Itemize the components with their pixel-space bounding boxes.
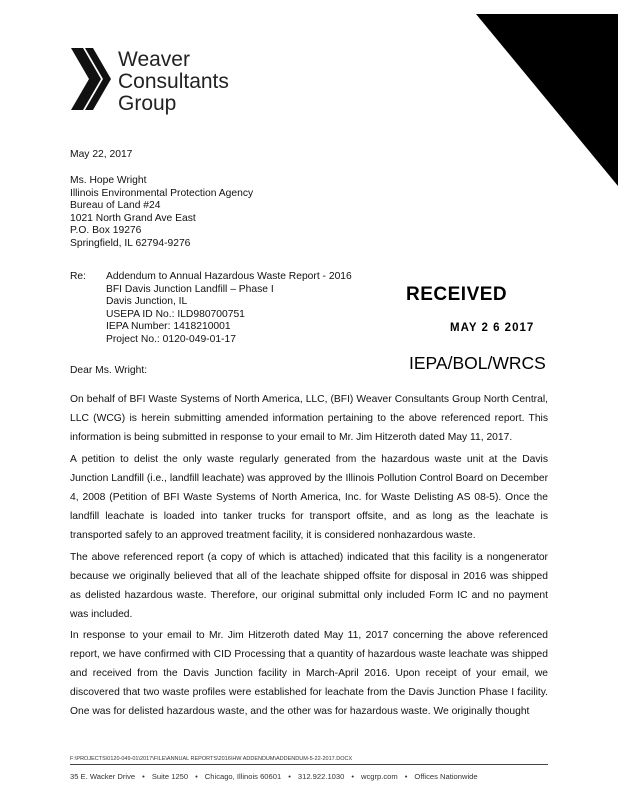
- letter-date: May 22, 2017: [70, 149, 133, 160]
- logo-line-group: Group: [118, 92, 177, 115]
- re-line: USEPA ID No.: ILD980700751: [106, 308, 245, 320]
- footer-bullet: •: [404, 772, 408, 781]
- footer-contact: [70, 772, 478, 781]
- footer-phone: 312.922.1030: [297, 772, 345, 781]
- recipient-line: Illinois Environmental Protection Agency: [70, 187, 254, 199]
- logo-line-weaver: Weaver: [118, 48, 190, 71]
- re-line: IEPA Number: 1418210001: [106, 321, 231, 333]
- footer-website: wcgrp.com: [361, 772, 398, 781]
- body-paragraph: In response to your email to Mr. Jim Hitzeroth dated May 11, 2017 concerning the above referenced report, we have confirmed with CID Processing that a quantity of hazardous waste leachate was shipped and received from the Davis Junction facility in March-April 2016. Upon receipt of your email, we discovered that two waste profiles were established for leachate from the Davis Junction Phase I facility. One was for delisted hazardous waste, and the other was for hazardous waste. We originally thought: [70, 630, 548, 717]
- re-line: Addendum to Annual Hazardous Waste Report - 2016: [106, 271, 352, 282]
- footer-bullet: •: [288, 772, 291, 781]
- footer-address: 35 E. Wacker Drive: [70, 772, 136, 781]
- received-stamp-date: MAY 2 6 2017: [450, 322, 535, 334]
- body-paragraph: The above referenced report (a copy of which is attached) indicated that this facility is a nongenerator because we originally believed that all of the leachate shipped offsite for disposal in 2016 was shipped as delisted hazardous waste. Therefore, our original submittal only included Form IC and no payment was included.: [70, 552, 548, 620]
- recipient-line: P.O. Box 19276: [70, 225, 142, 237]
- body-paragraph: On behalf of BFI Waste Systems of North America, LLC, (BFI) Weaver Consultants Group North Central, LLC (WCG) is herein submitting amended information pertaining to the above referenced report. This information is being submitted in response to your email to Mr. Jim Hitzeroth dated May 11, 2017.: [70, 394, 548, 443]
- weaver-logo-icon: [71, 48, 111, 110]
- logo-line-consultants: Consultants: [118, 70, 229, 93]
- recipient-line: 1021 North Grand Ave East: [70, 212, 196, 224]
- footer-bullet: •: [195, 772, 198, 781]
- footer-divider: [70, 764, 548, 765]
- company-logo-text: [118, 49, 229, 115]
- recipient-line: Bureau of Land #24: [70, 200, 161, 212]
- recipient-line: Springfield, IL 62794-9276: [70, 237, 191, 249]
- received-stamp-office: IEPA/BOL/WRCS: [409, 353, 546, 373]
- received-stamp: RECEIVED: [406, 284, 508, 305]
- corner-triangle-mark: [476, 14, 618, 186]
- footer-bullet: •: [351, 772, 355, 781]
- body-paragraph: A petition to delist the only waste regularly generated from the hazardous waste unit at the Davis Junction Landfill (i.e., landfill leachate) was approved by the Illinois Pollution Control Board on December 4, 2008 (Petition of BFI Waste Systems of North America, Inc. for Waste Delisting AS 08-5). Once the landfill leachate is loaded into tanker trucks for transport offsite, and as long as the leachate is transported safely to an approved treatment facility, it is considered nonhazardous waste.: [70, 454, 548, 541]
- re-line: BFI Davis Junction Landfill – Phase I: [106, 283, 274, 295]
- recipient-address: [70, 175, 253, 251]
- footer-file-path: F:\PROJECTS\0120-049-01\2017\FILE\ANNUAL REPORTS\2016\HW ADDENDUM\ADDENDUM-5-22-2017.DOCX: [70, 756, 353, 762]
- footer-suite: Suite 1250: [151, 772, 189, 781]
- footer-offices: Offices Nationwide: [414, 772, 478, 781]
- re-line: Project No.: 0120-049-01-17: [106, 333, 236, 345]
- footer-city: Chicago, Illinois 60601: [204, 772, 282, 781]
- footer-bullet: •: [142, 772, 145, 781]
- re-line: Davis Junction, IL: [106, 296, 188, 308]
- re-subject-block: [106, 271, 352, 347]
- re-label: Re:: [70, 271, 87, 282]
- salutation: Dear Ms. Wright:: [70, 365, 148, 376]
- recipient-line: Ms. Hope Wright: [70, 175, 147, 186]
